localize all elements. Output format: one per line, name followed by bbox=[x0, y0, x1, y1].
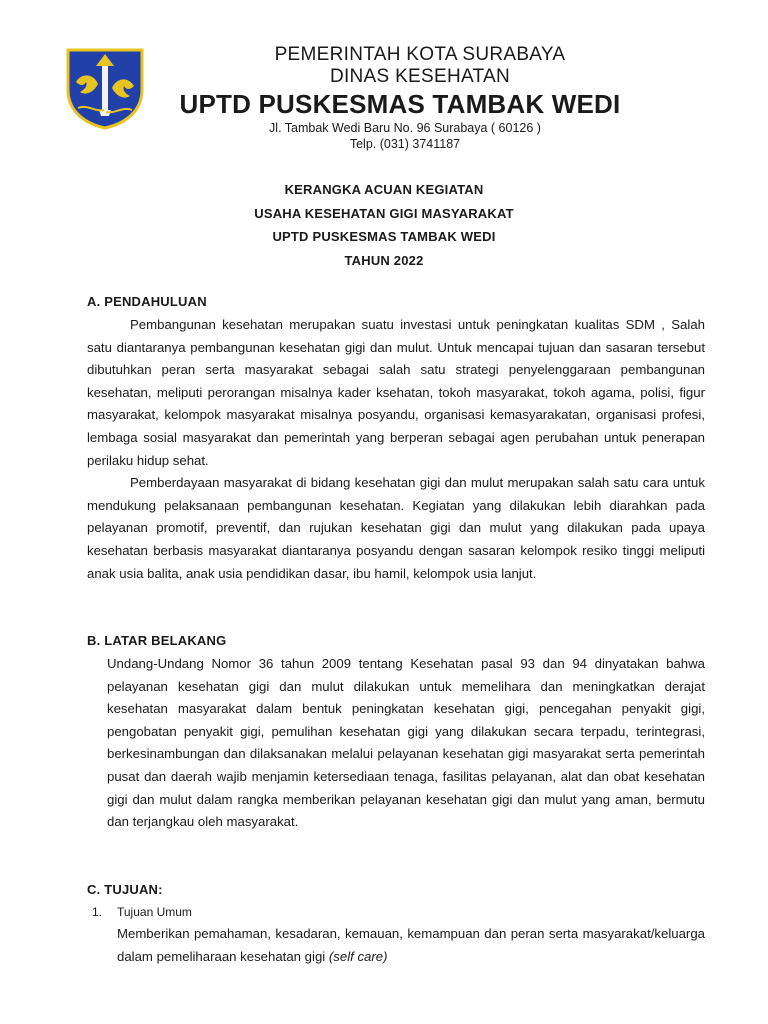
section-c-item-1-text: Memberikan pemahaman, kesadaran, kemauan, kemampuan dan peran serta masyarakat/keluarga dalam pemeliharaan kesehatan gigi bbox=[117, 926, 705, 964]
letterhead-department: DINAS KESEHATAN bbox=[329, 66, 511, 87]
section-a-paragraph-2: Pemberdayaan masyarakat di bidang kesehatan gigi dan mulut merupakan salah satu cara untuk mendukung pelaksanaan pembangunan kesehatan. Kegiatan yang dilakukan lebih diarahkan pada pelayanan promotif, preventif, dan rujukan kesehatan gigi dan mulut yang dilakukan pada upaya kesehatan berbasis masyarakat diantaranya posyandu dengan sasaran kelompok resiko tinggi meliputi anak usia balita, anak usia pendidikan dasar, ibu hamil, kelompok usia lanjut. bbox=[87, 475, 705, 581]
document-title-block bbox=[0, 178, 768, 272]
section-c-heading: C. TUJUAN: bbox=[87, 882, 163, 897]
letterhead bbox=[150, 44, 690, 152]
section-a-heading: A. PENDAHULUAN bbox=[87, 294, 207, 309]
section-b-body bbox=[107, 653, 705, 834]
section-b-paragraph-1: Undang-Undang Nomor 36 tahun 2009 tentang Kesehatan pasal 93 dan 94 dinyatakan bahwa pelayanan kesehatan gigi dan mulut dilakukan untuk memelihara dan meningkatkan derajat kesehatan masyarakat dalam bentuk peningkatan kesehatan gigi, pencegahan penyakit gigi, pengobatan penyakit gigi, pemulihan kesehatan gigi yang dilakukan secara terpadu, terintegrasi, berkesinambungan dan dilaksanakan melalui pelayanan kesehatan gigi masyarakat serta pemerintah pusat dan daerah wajib menjamin ketersediaan tenaga, fasilitas pelayanan, alat dan obat kesehatan gigi dan mulut dalam rangka memberikan pelayanan kesehatan gigi dan mulut yang aman, bermutu dan terjangkau oleh masyarakat. bbox=[107, 656, 705, 830]
section-a-body bbox=[87, 314, 705, 585]
document-title-line: USAHA KESEHATAN GIGI MASYARAKAT bbox=[254, 205, 514, 221]
item-title: Tujuan Umum bbox=[117, 905, 192, 919]
document-title-line: KERANGKA ACUAN KEGIATAN bbox=[284, 182, 484, 197]
letterhead-address: Jl. Tambak Wedi Baru No. 96 Surabaya ( 60126 ) bbox=[269, 121, 541, 135]
document-title-line: TAHUN 2022 bbox=[344, 252, 424, 268]
document-title-line: UPTD PUSKESMAS TAMBAK WEDI bbox=[272, 229, 496, 244]
self-care-term: (self care) bbox=[328, 948, 388, 964]
letterhead-phone: Telp. (031) 3741187 bbox=[349, 137, 461, 151]
section-c-item-1-body bbox=[117, 923, 705, 968]
section-a-paragraph-1: Pembangunan kesehatan merupakan suatu investasi untuk peningkatan kualitas SDM , Salah satu diantaranya pembangunan kesehatan gigi dan mulut. Untuk mencapai tujuan dan sasaran tersebut dibutuhkan peran serta masyarakat sebagai salah satu strategi penyelenggaraan pembangunan kesehatan, meliputi perorangan misalnya kader ksehatan, tokoh masyarakat, tokoh agama, polisi, figur masyarakat, kelompok masyarakat misalnya posyandu, organisasi kemasyarakatan, organisasi profesi, lembaga sosial masyarakat dan pemerintah yang berperan sebagai agen perubahan untuk penerapan perilaku hidup sehat. bbox=[87, 317, 705, 468]
section-b-heading: B. LATAR BELAKANG bbox=[87, 633, 227, 648]
letterhead-government: PEMERINTAH KOTA SURABAYA bbox=[274, 44, 566, 65]
item-number: 1. bbox=[92, 905, 103, 919]
section-c-item-1-paragraph bbox=[117, 923, 705, 968]
letterhead-institution: UPTD PUSKESMAS TAMBAK WEDI bbox=[179, 89, 621, 119]
